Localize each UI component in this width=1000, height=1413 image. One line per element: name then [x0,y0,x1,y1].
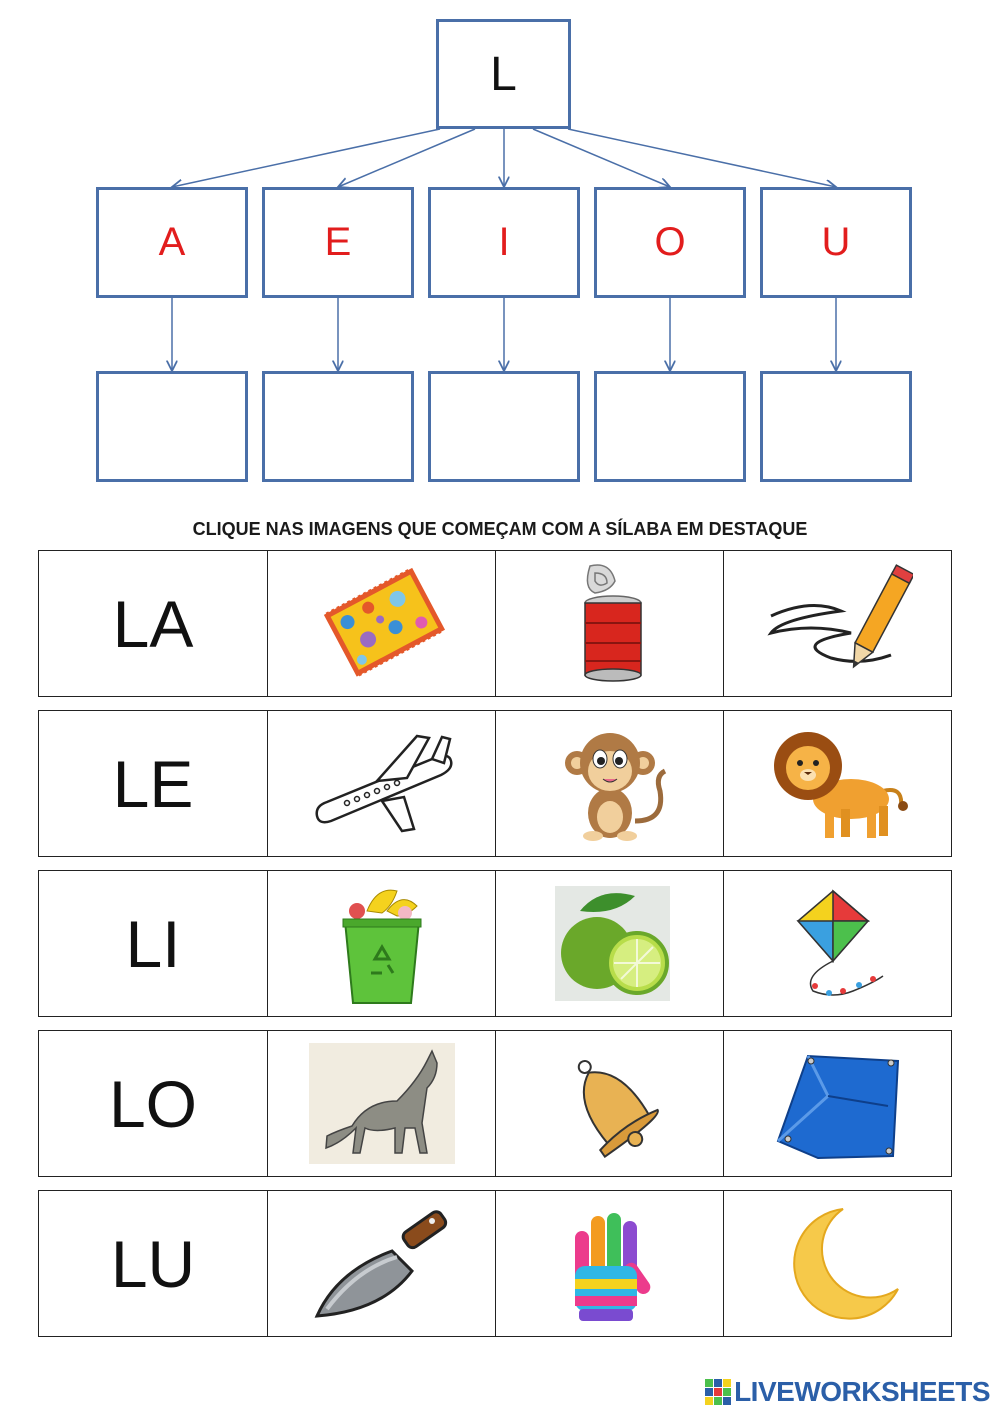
syllable-cell [38,550,268,697]
vowel-box-a [96,187,248,298]
trash-bin-picture[interactable] [307,881,457,1006]
liveworksheets-brand [705,1376,990,1408]
syllable-row-li [38,870,955,1017]
vowel-letter: O [654,220,686,264]
instruction-text: CLIQUE NAS IMAGENS QUE COMEÇAM COM A SÍLABA EM DESTAQUE [192,519,808,539]
bell-picture[interactable] [535,1041,685,1166]
vowel-letter: A [158,220,186,264]
root-letter-box [436,19,571,129]
vowel-box-e [262,187,414,298]
picture-cell[interactable] [495,710,724,857]
lime-picture[interactable] [535,881,685,1006]
picture-cell[interactable] [267,710,496,857]
rug-picture[interactable] [307,561,457,686]
syllable-row-la [38,550,955,697]
syllable-label: LE [112,746,194,821]
glove-picture[interactable] [535,1201,685,1326]
airplane-picture[interactable] [307,721,457,846]
picture-cell[interactable] [267,870,496,1017]
picture-cell[interactable] [723,1190,952,1337]
picture-cell[interactable] [267,1030,496,1177]
picture-cell[interactable] [495,1030,724,1177]
picture-cell[interactable] [495,870,724,1017]
syllable-cell [38,870,268,1017]
syllable-cell [38,710,268,857]
answer-box-lo[interactable] [594,371,746,482]
answer-box-la[interactable] [96,371,248,482]
knife-picture[interactable] [307,1201,457,1326]
vowel-letter: E [324,220,352,264]
picture-cell[interactable] [723,870,952,1017]
picture-cell[interactable] [723,710,952,857]
monkey-picture[interactable] [535,721,685,846]
syllable-label: LA [112,586,194,661]
vowel-letter: I [498,220,510,264]
syllable-cell [38,1190,268,1337]
root-letter: L [490,47,517,101]
vowel-box-o [594,187,746,298]
wolf-picture[interactable] [307,1041,457,1166]
picture-cell[interactable] [495,550,724,697]
syllable-label: LU [110,1226,196,1301]
vowel-box-i [428,187,580,298]
vowel-box-u [760,187,912,298]
answer-box-le[interactable] [262,371,414,482]
tarp-picture[interactable] [763,1041,913,1166]
answer-box-li[interactable] [428,371,580,482]
picture-cell[interactable] [267,550,496,697]
can-picture[interactable] [535,561,685,686]
vowel-letter: U [821,220,851,264]
kite-picture[interactable] [763,881,913,1006]
syllable-row-le [38,710,955,857]
picture-cell[interactable] [723,550,952,697]
picture-cell[interactable] [495,1190,724,1337]
syllable-row-lu [38,1190,955,1337]
liveworksheets-logo-icon [705,1379,731,1405]
lion-picture[interactable] [763,721,913,846]
moon-picture[interactable] [763,1201,913,1326]
syllable-cell [38,1030,268,1177]
picture-cell[interactable] [267,1190,496,1337]
picture-cell[interactable] [723,1030,952,1177]
brand-name: LIVEWORKSHEETS [734,1376,990,1407]
answer-box-lu[interactable] [760,371,912,482]
syllable-label: LO [108,1066,198,1141]
syllable-label: LI [125,906,181,981]
pencil-picture[interactable] [763,561,913,686]
syllable-row-lo [38,1030,955,1177]
